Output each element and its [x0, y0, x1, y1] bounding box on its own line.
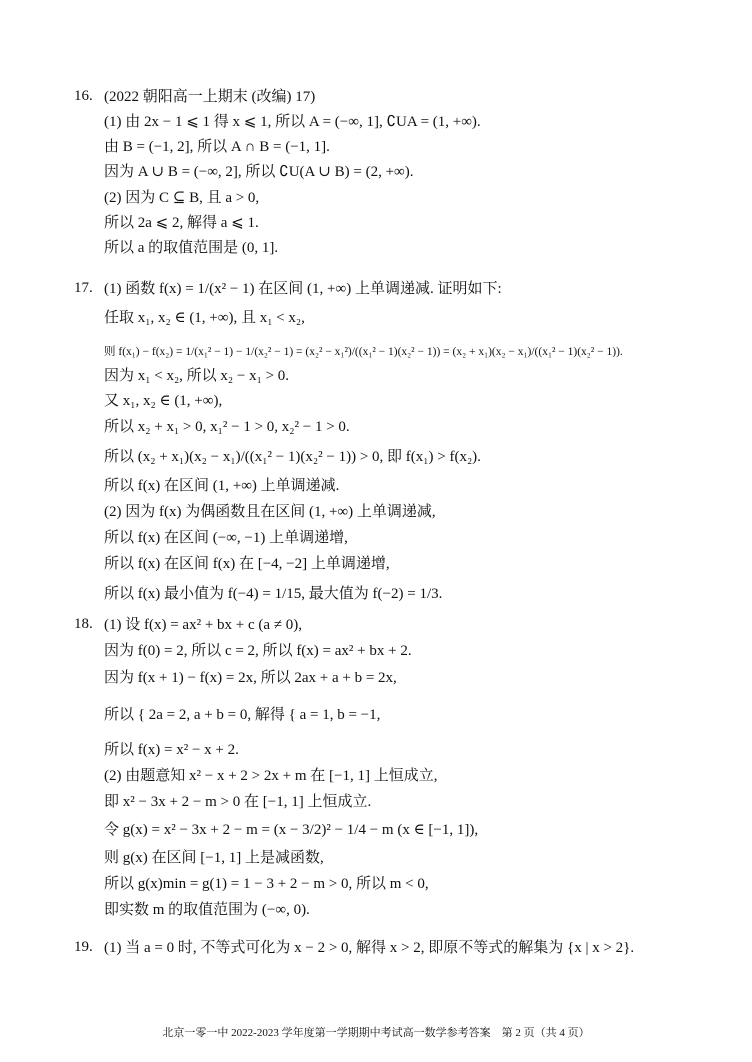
solution-line: 则 g(x) 在区间 [−1, 1] 上是减函数,	[104, 850, 324, 866]
solution-line: (1) 由 2x − 1 ⩽ 1 得 x ⩽ 1, 所以 A = (−∞, 1], ∁UA = (1, +∞).	[104, 114, 481, 130]
problem-number: 19.	[74, 939, 93, 955]
solution-line: 则 f(x₁) − f(x₂) = 1/(x₁² − 1) − 1/(x₂² − 1) = (x₂² − x₁²)/((x₁² − 1)(x₂² − 1)) = (x₂ + x₁)(x₂ − x₁)/((x₁² − 1)(x₂² − 1)).	[104, 346, 623, 358]
solution-line: (1) 函数 f(x) = 1/(x² − 1) 在区间 (1, +∞) 上单调递减. 证明如下:	[104, 281, 502, 297]
solution-line: (1) 设 f(x) = ax² + bx + c (a ≠ 0),	[104, 617, 303, 633]
solution-line: 因为 A ∪ B = (−∞, 2], 所以 ∁U(A ∪ B) = (2, +∞).	[104, 164, 414, 180]
solution-line: 所以 f(x) = x² − x + 2.	[104, 742, 239, 758]
solution-line: (1) 当 a = 0 时, 不等式可化为 x − 2 > 0, 解得 x > 2, 即原不等式的解集为 {x | x > 2}.	[104, 940, 635, 956]
solution-line: 所以 a 的取值范围是 (0, 1].	[104, 240, 279, 256]
solution-line: 所以 { 2a = 2, a + b = 0, 解得 { a = 1, b = −1,	[104, 707, 381, 723]
solution-line: (2) 因为 C ⊆ B, 且 a > 0,	[104, 190, 260, 206]
solution-line: 所以 f(x) 在区间 (−∞, −1) 上单调递增,	[104, 530, 348, 546]
solution-line: 所以 f(x) 在区间 f(x) 在 [−4, −2] 上单调递增,	[104, 556, 390, 572]
solution-line: 因为 f(x + 1) − f(x) = 2x, 所以 2ax + a + b = 2x,	[104, 670, 397, 686]
solution-line: 又 x₁, x₂ ∈ (1, +∞),	[104, 393, 223, 409]
solution-line: 所以 (x₂ + x₁)(x₂ − x₁)/((x₁² − 1)(x₂² − 1)) > 0, 即 f(x₁) > f(x₂).	[104, 449, 481, 465]
solution-line: 令 g(x) = x² − 3x + 2 − m = (x − 3/2)² − 1/4 − m (x ∈ [−1, 1]),	[104, 822, 479, 838]
problem-number: 16.	[74, 88, 93, 104]
problem-number: 17.	[74, 280, 93, 296]
solution-line: 所以 x₂ + x₁ > 0, x₁² − 1 > 0, x₂² − 1 > 0.	[104, 419, 350, 435]
solution-line: 因为 x₁ < x₂, 所以 x₂ − x₁ > 0.	[104, 368, 290, 384]
solution-line: 即实数 m 的取值范围为 (−∞, 0).	[104, 902, 310, 918]
solution-line: (2) 由题意知 x² − x + 2 > 2x + m 在 [−1, 1] 上恒成立,	[104, 768, 438, 784]
solution-line: 所以 f(x) 最小值为 f(−4) = 1/15, 最大值为 f(−2) = 1/3.	[104, 586, 443, 602]
solution-line: 所以 2a ⩽ 2, 解得 a ⩽ 1.	[104, 215, 259, 231]
solution-line: 因为 f(0) = 2, 所以 c = 2, 所以 f(x) = ax² + bx + 2.	[104, 643, 412, 659]
solution-line: 所以 f(x) 在区间 (1, +∞) 上单调递减.	[104, 478, 340, 494]
solution-line: (2) 因为 f(x) 为偶函数且在区间 (1, +∞) 上单调递减,	[104, 504, 436, 520]
solution-line: 所以 g(x)min = g(1) = 1 − 3 + 2 − m > 0, 所以 m < 0,	[104, 876, 429, 892]
solution-line: (2022 朝阳高一上期末 (改编) 17)	[104, 89, 316, 105]
solution-line: 即 x² − 3x + 2 − m > 0 在 [−1, 1] 上恒成立.	[104, 794, 372, 810]
solution-line: 由 B = (−1, 2], 所以 A ∩ B = (−1, 1].	[104, 139, 330, 155]
page-footer: 北京一零一中 2022-2023 学年度第一学期期中考试高一数学参考答案 第 2 页（共 4 页）	[162, 1027, 590, 1039]
solution-line: 任取 x₁, x₂ ∈ (1, +∞), 且 x₁ < x₂,	[104, 310, 305, 326]
problem-number: 18.	[74, 616, 93, 632]
